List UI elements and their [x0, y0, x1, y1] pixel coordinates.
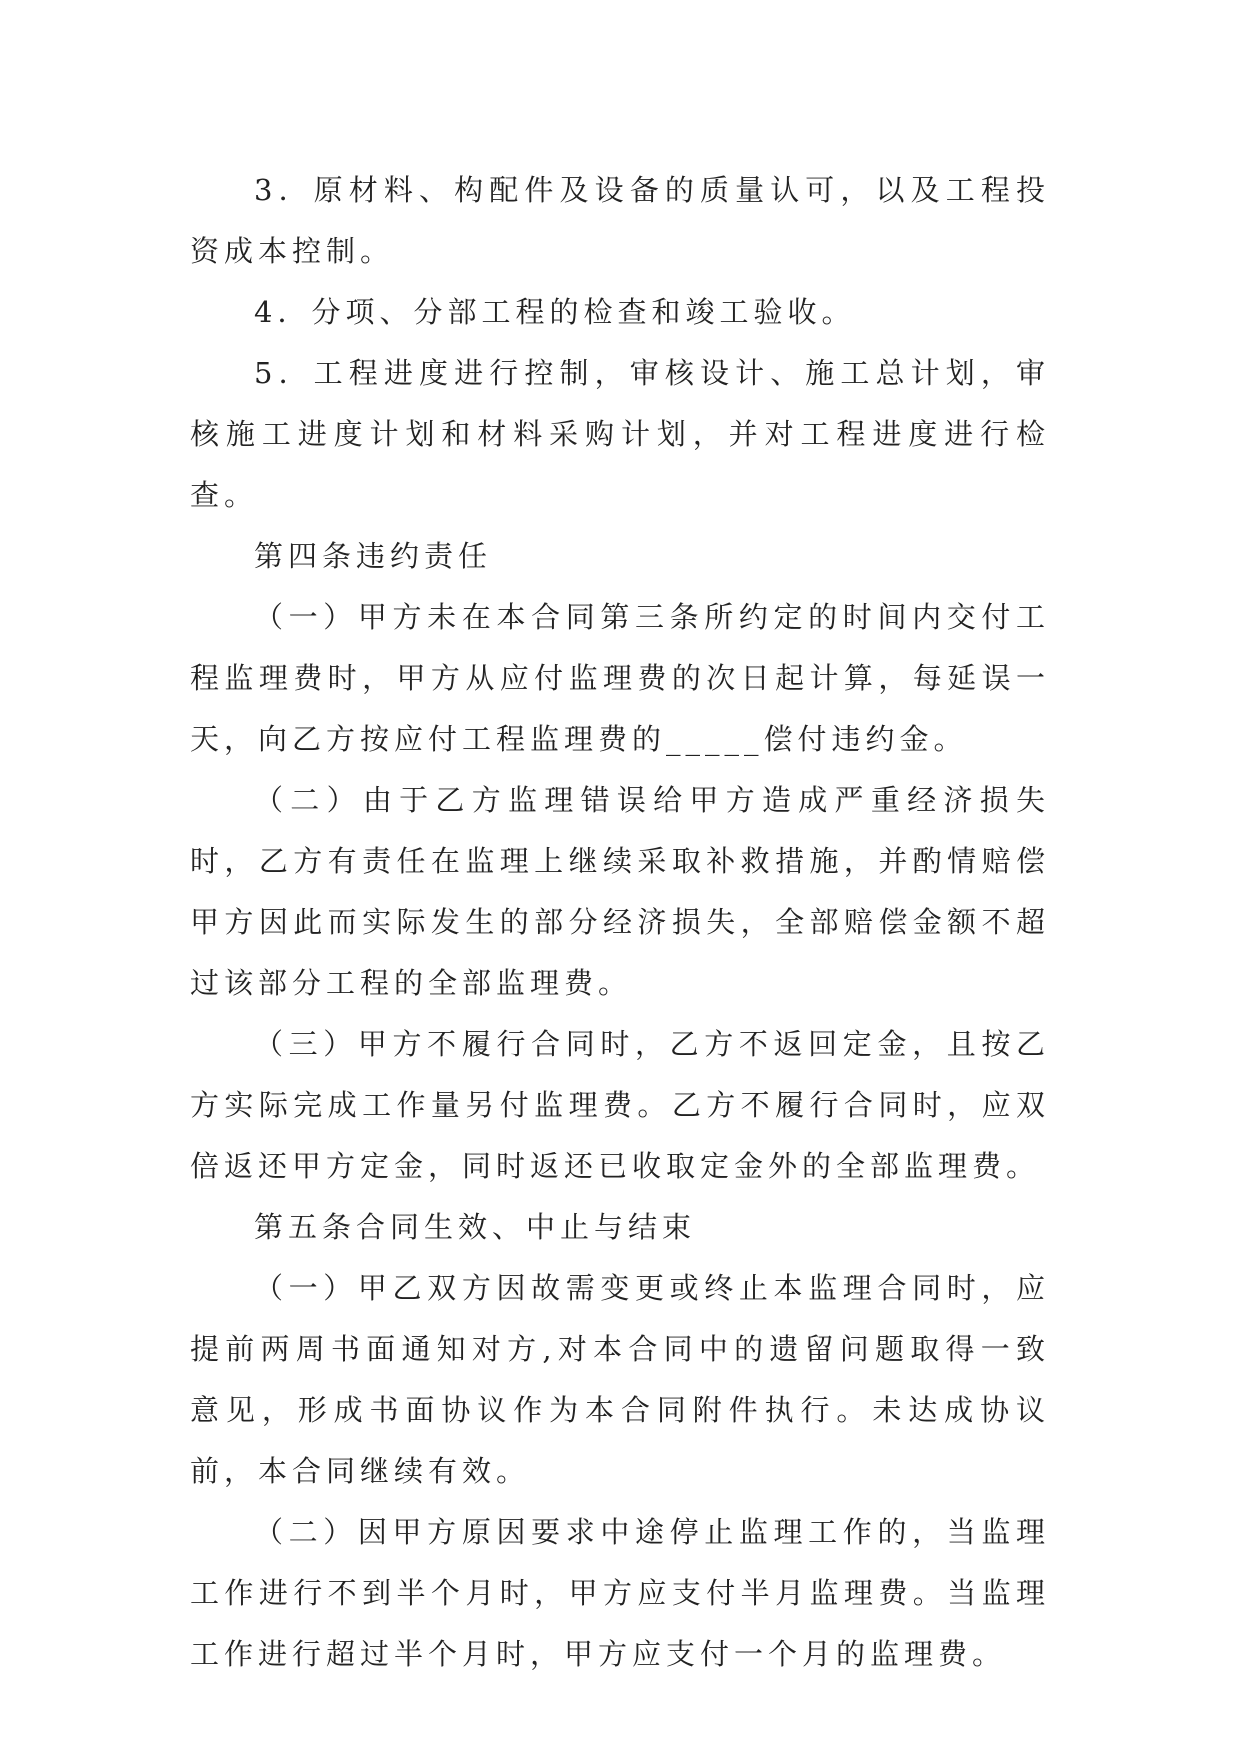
paragraph-item-4: 4．分项、分部工程的检查和竣工验收。	[254, 295, 856, 329]
article-5-clause-2: （二）因甲方原因要求中途停止监理工作的，当监理工作进行不到半个月时，甲方应支付半月监理费。当监理工作进行超过半个月时，甲方应支付一个月的监理费。	[190, 1515, 1050, 1671]
paragraph-item-3: 3．原材料、构配件及设备的质量认可，以及工程投资成本控制。	[190, 173, 1050, 268]
article-4-clause-2: （二）由于乙方监理错误给甲方造成严重经济损失时，乙方有责任在监理上继续采取补救措施，并酌情赔偿甲方因此而实际发生的部分经济损失，全部赔偿金额不超过该部分工程的全部监理费。	[190, 783, 1050, 1000]
article-4-clause-3: （三）甲方不履行合同时，乙方不返回定金，且按乙方实际完成工作量另付监理费。乙方不履行合同时，应双倍返还甲方定金，同时返还已收取定金外的全部监理费。	[190, 1027, 1050, 1183]
article-4-heading: 第四条违约责任	[254, 539, 493, 573]
article-5-clause-1: （一）甲乙双方因故需变更或终止本监理合同时，应提前两周书面通知对方,对本合同中的遗留问题取得一致意见，形成书面协议作为本合同附件执行。未达成协议前，本合同继续有效。	[190, 1271, 1050, 1488]
article-5-heading: 第五条合同生效、中止与结束	[254, 1210, 697, 1244]
document-body	[190, 160, 1050, 1685]
article-4-clause-1: （一）甲方未在本合同第三条所约定的时间内交付工程监理费时，甲方从应付监理费的次日起计算，每延误一天，向乙方按应付工程监理费的_____偿付违约金。	[190, 600, 1050, 756]
paragraph-item-5: 5．工程进度进行控制，审核设计、施工总计划，审核施工进度计划和材料采购计划，并对工程进度进行检查。	[190, 356, 1050, 512]
